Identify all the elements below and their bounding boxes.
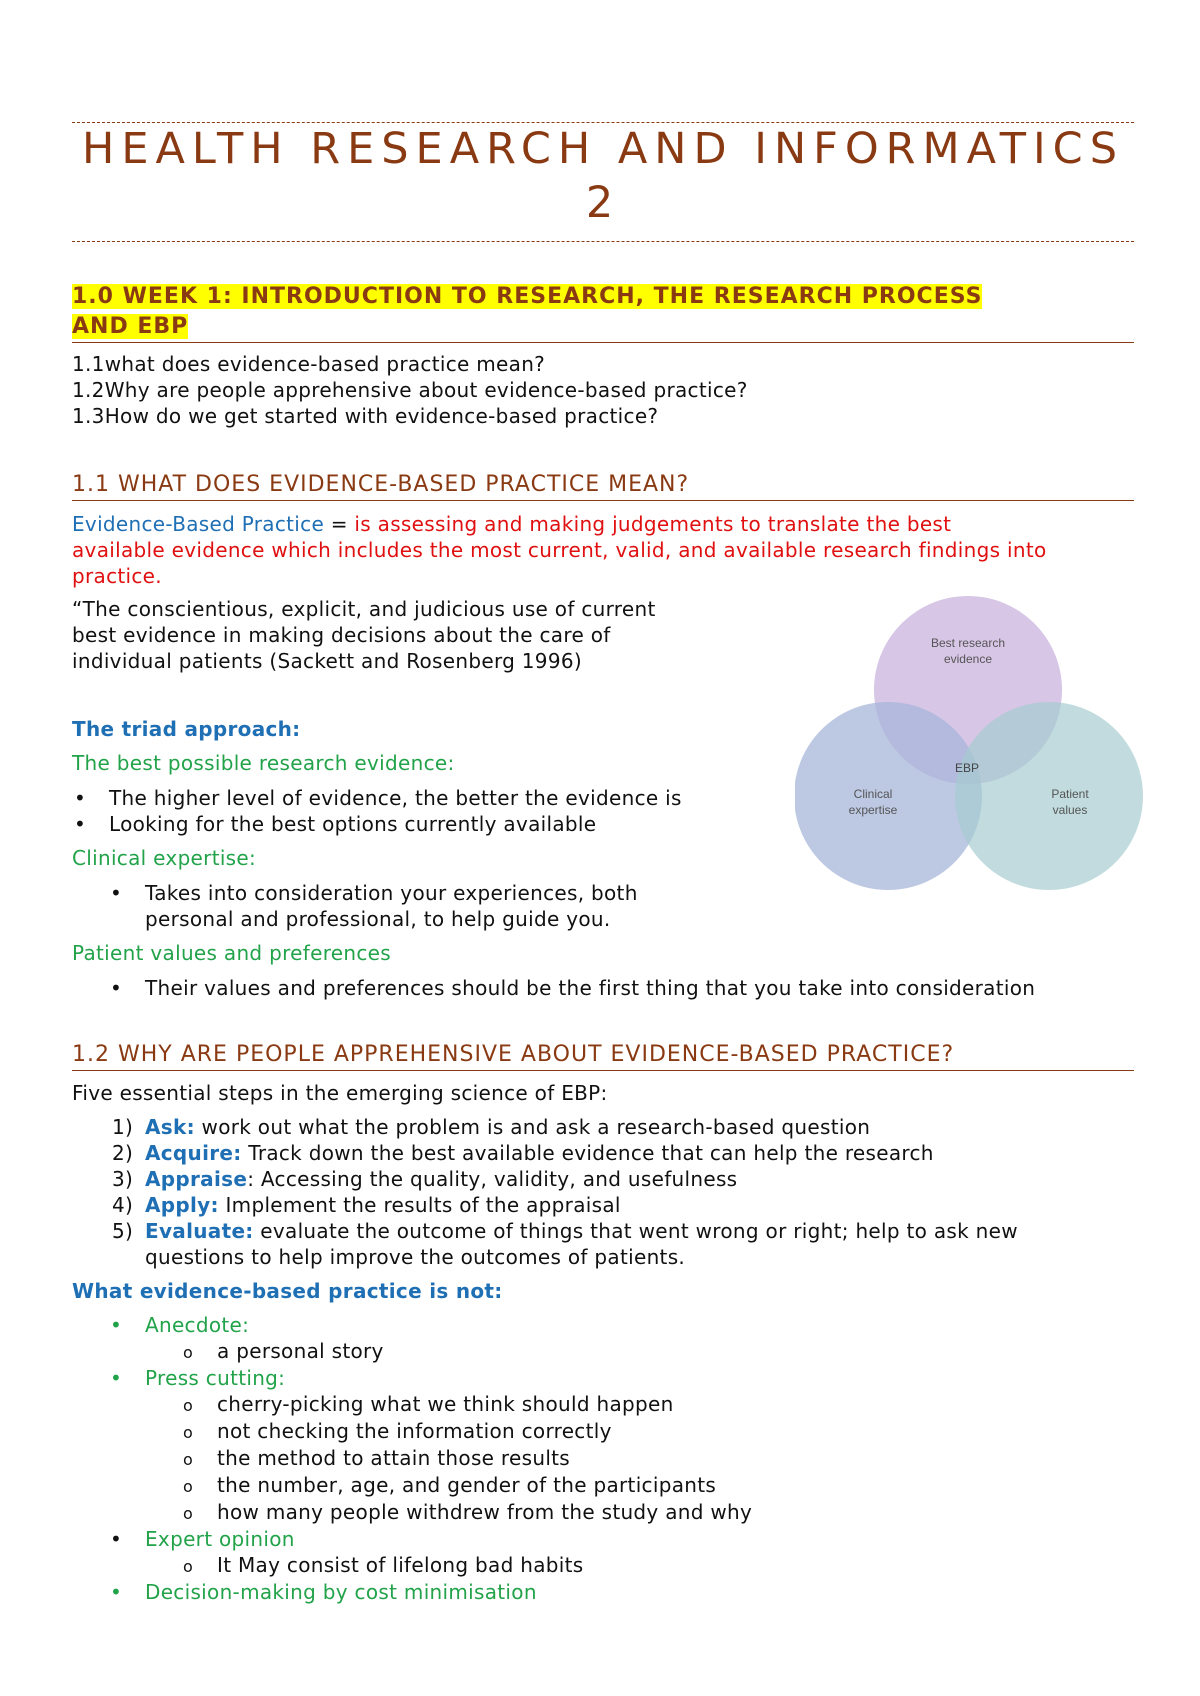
step-item <box>145 1192 621 1218</box>
step-term: Appraise <box>145 1167 248 1191</box>
research-evidence-label: The best possible research evidence: <box>72 751 455 775</box>
step-term: Acquire: <box>145 1141 242 1165</box>
step-text: Track down the best available evidence that can help the research <box>241 1141 934 1165</box>
sub-list-item: It May consist of lifelong bad habits <box>217 1553 584 1577</box>
ebp-term: Evidence-Based Practice <box>72 512 325 536</box>
sub-list-item: a personal story <box>217 1339 384 1363</box>
venn-right-label: Patient <box>1051 787 1089 801</box>
document-title-line1: HEALTH RESEARCH AND INFORMATICS <box>81 124 1125 174</box>
step-text: Implement the results of the appraisal <box>218 1193 621 1217</box>
venn-top-label: evidence <box>943 652 993 666</box>
sub-list-item: the number, age, and gender of the participants <box>217 1473 717 1497</box>
quote-line2: best evidence in making decisions about the care of <box>72 623 611 647</box>
step-number: 1) <box>112 1115 134 1139</box>
circle-bullet-icon: o <box>183 1423 193 1442</box>
step-number: 2) <box>112 1141 134 1165</box>
step-item <box>145 1140 934 1166</box>
sub-list-item: the method to attain those results <box>217 1446 571 1470</box>
section-1-1-rule <box>72 500 1134 501</box>
steps-intro: Five essential steps in the emerging science of EBP: <box>72 1081 608 1105</box>
step-term: Ask: <box>145 1115 195 1139</box>
bullet-icon: • <box>110 1313 122 1337</box>
list-item: Takes into consideration your experiences, both <box>145 881 638 905</box>
sub-list-item: not checking the information correctly <box>217 1419 612 1443</box>
step-text: work out what the problem is and ask a research-based question <box>194 1115 871 1139</box>
not-item-label: Expert opinion <box>145 1527 295 1551</box>
toc-item: 1.1what does evidence-based practice mean? <box>72 352 546 376</box>
ebp-definition-line3: practice. <box>72 564 162 588</box>
venn-right-label: values <box>1052 803 1088 817</box>
patient-circle <box>955 702 1143 890</box>
section-1-0-heading-line2: AND EBP <box>72 314 189 339</box>
venn-left-label: expertise <box>848 803 898 817</box>
sub-list-item: cherry-picking what we think should happen <box>217 1392 674 1416</box>
step-item <box>145 1218 1018 1244</box>
ebp-definition-text: is assessing and making judgements to translate the best <box>354 512 952 536</box>
patient-values-label: Patient values and preferences <box>72 941 391 965</box>
quote-line1: “The conscientious, explicit, and judicious use of current <box>72 597 656 621</box>
title-bottom-rule <box>72 241 1134 242</box>
section-1-2-heading: 1.2 WHY ARE PEOPLE APPREHENSIVE ABOUT EVIDENCE-BASED PRACTICE? <box>72 1042 955 1067</box>
toc-item: 1.3How do we get started with evidence-based practice? <box>72 404 659 428</box>
step-number: 5) <box>112 1219 134 1243</box>
circle-bullet-icon: o <box>183 1343 193 1362</box>
section-1-2-rule <box>72 1070 1134 1071</box>
not-item-label: Decision-making by cost minimisation <box>145 1580 537 1604</box>
list-item-continued: personal and professional, to help guide you. <box>145 907 611 931</box>
venn-center-label: EBP <box>954 761 980 775</box>
step-item <box>145 1166 737 1192</box>
step-item-continued: questions to help improve the outcomes of patients. <box>145 1245 686 1269</box>
bullet-icon: • <box>110 976 122 1000</box>
triad-heading: The triad approach: <box>72 717 301 741</box>
step-item <box>145 1114 870 1140</box>
list-item: Looking for the best options currently available <box>109 812 597 836</box>
venn-top-label: Best research <box>930 636 1006 650</box>
document-title <box>72 122 1134 230</box>
not-item-label: Anecdote: <box>145 1313 250 1337</box>
not-ebp-heading: What evidence-based practice is not: <box>72 1279 503 1303</box>
document-title-line2: 2 <box>585 178 621 228</box>
venn-left-label: Clinical <box>853 787 893 801</box>
bullet-icon: • <box>74 786 86 810</box>
bullet-icon: • <box>110 1366 122 1390</box>
list-item: The higher level of evidence, the better the evidence is <box>109 786 682 810</box>
section-1-0-heading-line1: 1.0 WEEK 1: INTRODUCTION TO RESEARCH, THE RESEARCH PROCESS <box>72 284 983 309</box>
equals-sign: = <box>324 512 355 536</box>
circle-bullet-icon: o <box>183 1477 193 1496</box>
clinical-expertise-label: Clinical expertise: <box>72 846 257 870</box>
step-text: evaluate the outcome of things that went wrong or right; help to ask new <box>253 1219 1018 1243</box>
toc-item: 1.2Why are people apprehensive about evidence-based practice? <box>72 378 748 402</box>
step-term: Evaluate: <box>145 1219 254 1243</box>
section-1-0-heading <box>72 282 1134 342</box>
bullet-icon: • <box>110 1580 122 1604</box>
circle-bullet-icon: o <box>183 1504 193 1523</box>
bullet-icon: • <box>110 1527 122 1551</box>
step-number: 4) <box>112 1193 134 1217</box>
step-term: Apply: <box>145 1193 219 1217</box>
section-1-0-rule <box>72 342 1134 343</box>
ebp-definition-line2: available evidence which includes the most current, valid, and available research findings into <box>72 538 1047 562</box>
step-number: 3) <box>112 1167 134 1191</box>
ebp-definition-line1 <box>72 511 951 537</box>
quote-line3: individual patients (Sackett and Rosenberg 1996) <box>72 649 582 673</box>
ebp-venn-diagram <box>795 592 1155 902</box>
circle-bullet-icon: o <box>183 1396 193 1415</box>
bullet-icon: • <box>74 812 86 836</box>
bullet-icon: • <box>110 881 122 905</box>
section-1-1-heading: 1.1 WHAT DOES EVIDENCE-BASED PRACTICE MEAN? <box>72 472 690 497</box>
sub-list-item: how many people withdrew from the study and why <box>217 1500 753 1524</box>
circle-bullet-icon: o <box>183 1450 193 1469</box>
list-item: Their values and preferences should be the first thing that you take into consideration <box>145 976 1036 1000</box>
step-text: : Accessing the quality, validity, and usefulness <box>247 1167 738 1191</box>
not-item-label: Press cutting: <box>145 1366 286 1390</box>
circle-bullet-icon: o <box>183 1557 193 1576</box>
